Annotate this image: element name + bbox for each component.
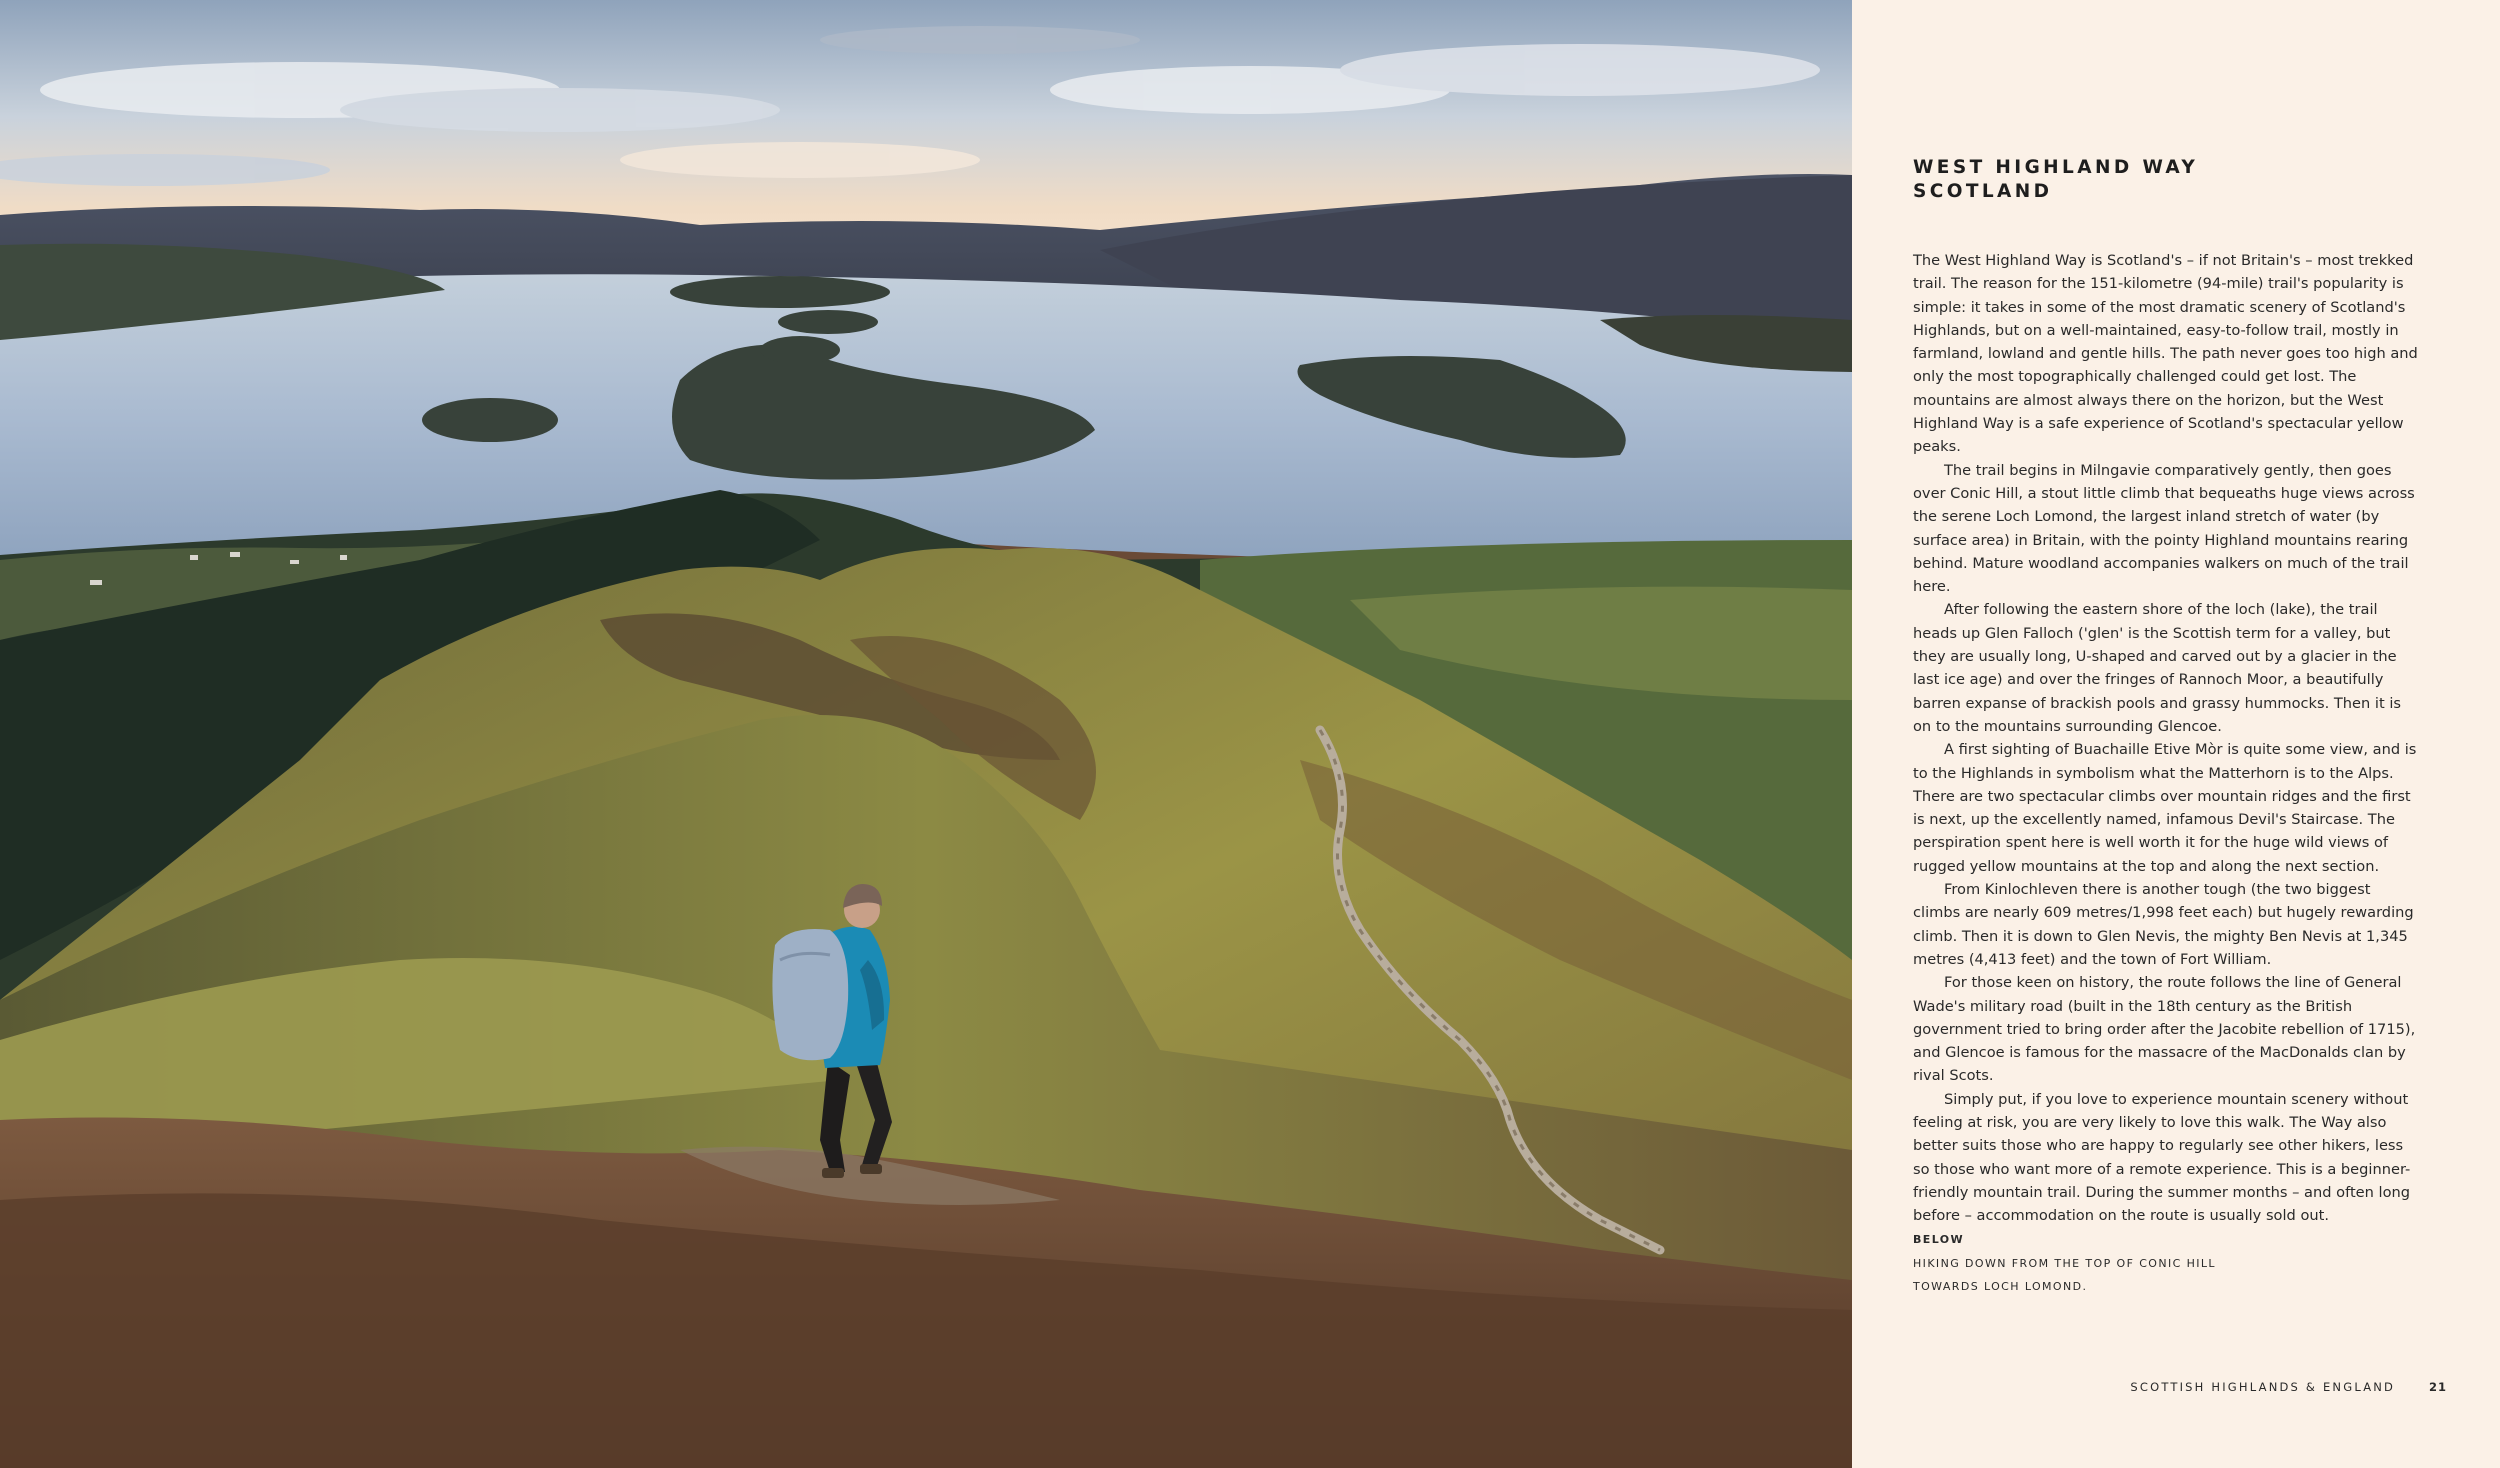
photo-caption	[1913, 1228, 2233, 1299]
body-paragraph: Simply put, if you love to experience mountain scenery without feeling at risk, you are very likely to love this walk. The Way also better suits those who are happy to regularly see other hikers, less so those who want more of a remote experience. This is a beginner-friendly mountain trail. During the summer months – and often long before – accommodation on the route is usually sold out.	[1913, 1090, 2411, 1225]
caption-label: BELOW	[1913, 1233, 1964, 1246]
body-paragraph: For those keen on history, the route follows the line of General Wade's military road (built in the 18th century as the British government tried to bring order after the Jacobite rebellion of 1715), and Glencoe is famous for the massacre of the MacDonalds clan by rival Scots.	[1913, 974, 2416, 1085]
page-footer	[2087, 1380, 2447, 1394]
article-subtitle: SCOTLAND	[1913, 181, 2053, 202]
text-page	[1852, 0, 2500, 1468]
body-paragraph: A first sighting of Buachaille Etive Mòr is quite some view, and is to the Highlands in symbolism what the Matterhorn is to the Alps. There are two spectacular climbs over mountain ridges and the first is next, up the excellently named, infamous Devil's Staircase. The perspiration spent here is well worth it for the huge wild views of rugged yellow mountains at the top and along the next section.	[1913, 741, 2417, 875]
body-paragraph: The West Highland Way is Scotland's – if not Britain's – most trekked trail. The reason for the 151-kilometre (94-mile) trail's popularity is simple: it takes in some of the most dramatic scenery of Scotland's Highlands, but on a well-maintained, easy-to-follow trail, mostly in farmland, lowland and gentle hills. The path never goes too high and only the most topographically challenged could get lost. The mountains are almost always there on the horizon, but the West Highland Way is a safe experience of Scotland's spectacular yellow peaks.	[1913, 252, 2418, 456]
article-heading	[1913, 156, 2453, 204]
caption-text: HIKING DOWN FROM THE TOP OF CONIC HILL TOWARDS LOCH LOMOND.	[1913, 1256, 2216, 1293]
body-paragraph: The trail begins in Milngavie comparatively gently, then goes over Conic Hill, a stout little climb that bequeaths huge views across the serene Loch Lomond, the largest inland stretch of water (by surface area) in Britain, with the pointy Highland mountains rearing behind. Mature woodland accompanies walkers on much of the trail here.	[1913, 461, 2415, 596]
article-body	[1913, 249, 2420, 1227]
body-paragraph: After following the eastern shore of the loch (lake), the trail heads up Glen Falloch ('glen' is the Scottish term for a valley, but they are usually long, U-shaped and carved out by a glacier in the last ice age) and over the fringes of Rannoch Moor, a beautifully barren expanse of brackish pools and grassy hummocks. Then it is on to the mountains surrounding Glencoe.	[1913, 601, 2401, 735]
article-title: WEST HIGHLAND WAY	[1913, 157, 2199, 178]
body-paragraph: From Kinlochleven there is another tough (the two biggest climbs are nearly 609 metres/1,998 feet each) but hugely rewarding climb. Then it is down to Glen Nevis, the mighty Ben Nevis at 1,345 metres (4,413 feet) and the town of Fort William.	[1913, 881, 2414, 968]
footer-section: SCOTTISH HIGHLANDS & ENGLAND	[2130, 1380, 2396, 1394]
page-number: 21	[2428, 1380, 2447, 1394]
